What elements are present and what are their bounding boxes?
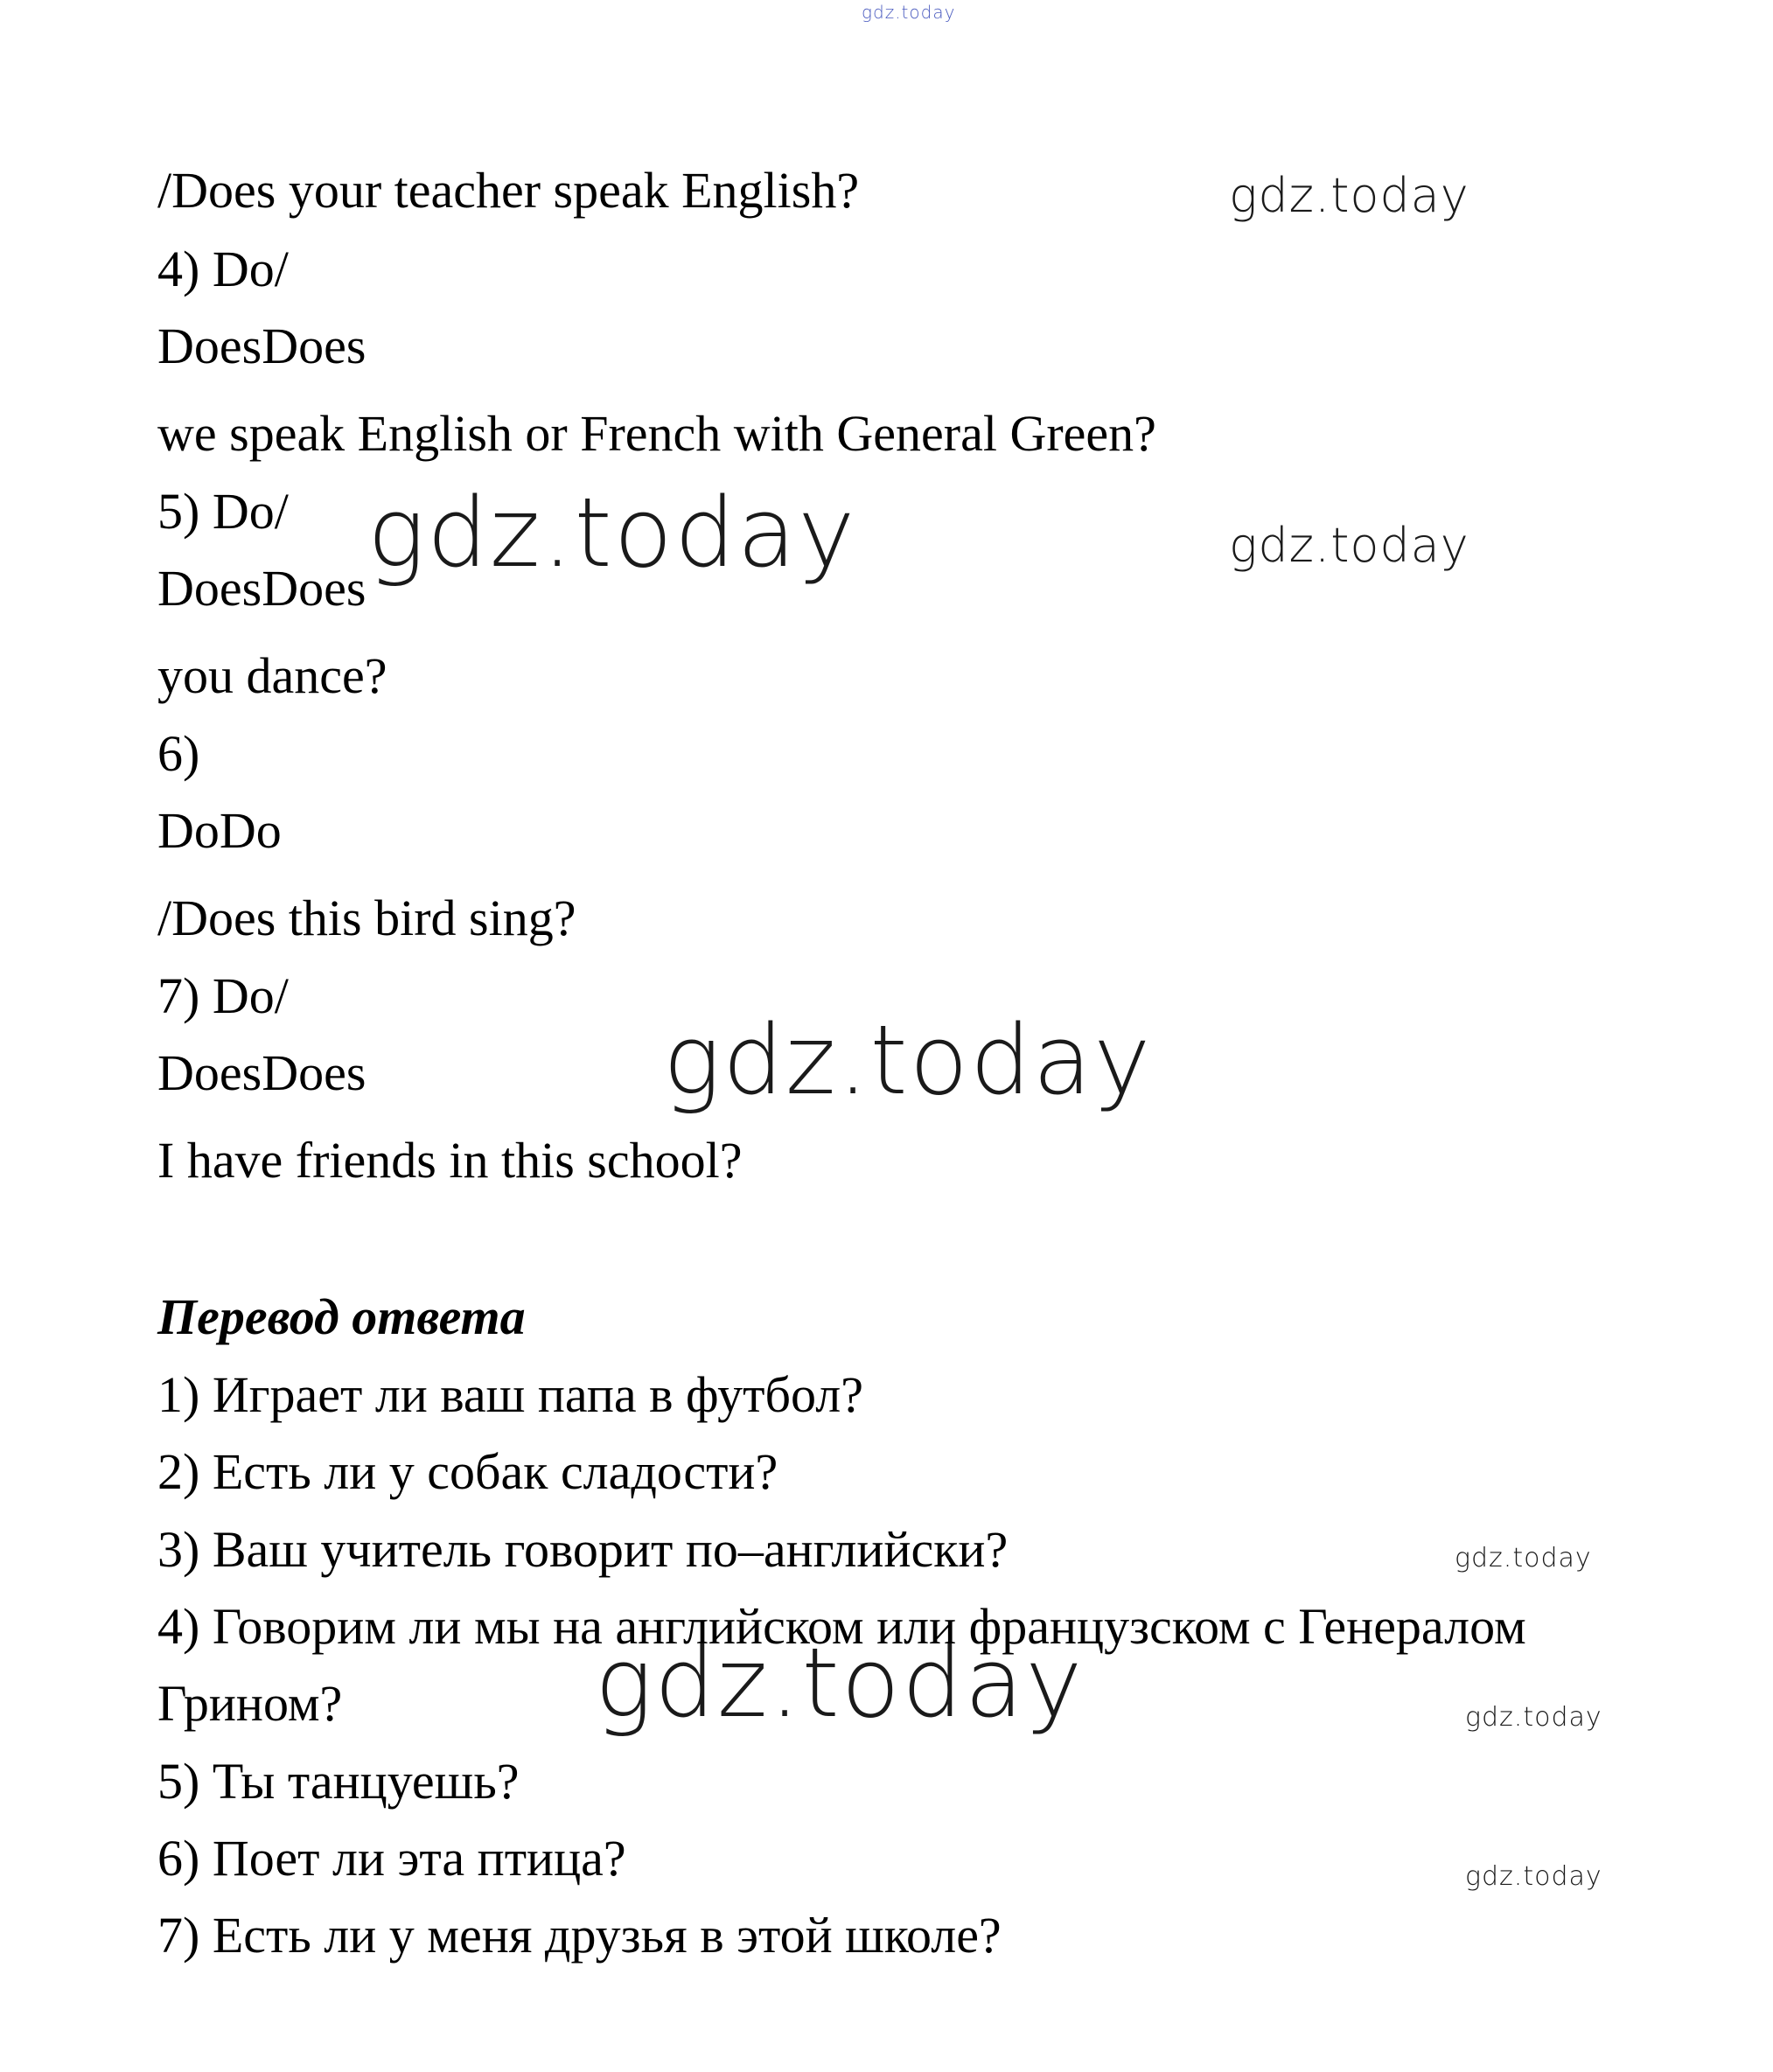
- watermark-top: gdz.today: [862, 2, 956, 23]
- watermark-large-2: gdz.today: [663, 1004, 1153, 1116]
- watermark-right-2: gdz.today: [1229, 518, 1469, 573]
- answer-line-10: /Does this bird sing?: [157, 889, 576, 946]
- answer-line-1: /Does your teacher speak English?: [157, 162, 860, 219]
- translation-line-7: 6) Поет ли эта птица?: [157, 1830, 626, 1887]
- watermark-large-3: gdz.today: [595, 1627, 1085, 1739]
- translation-heading: Перевод ответа: [157, 1288, 526, 1345]
- translation-line-6: 5) Ты танцуешь?: [157, 1753, 520, 1810]
- answer-line-6: DoesDoes: [157, 560, 366, 617]
- answer-line-7: you dance?: [157, 647, 387, 704]
- answer-line-8: 6): [157, 725, 200, 782]
- watermark-right-1: gdz.today: [1229, 168, 1469, 223]
- watermark-small-2: gdz.today: [1465, 1702, 1602, 1733]
- answer-line-4: we speak English or French with General Green?: [157, 405, 1156, 462]
- translation-line-8: 7) Есть ли у меня друзья в этой школе?: [157, 1907, 1002, 1964]
- answer-line-5: 5) Do/: [157, 483, 289, 540]
- answer-line-2: 4) Do/: [157, 241, 289, 297]
- answer-line-13: I have friends in this school?: [157, 1132, 743, 1189]
- watermark-large-1: gdz.today: [367, 477, 857, 589]
- translation-line-1: 1) Играет ли ваш папа в футбол?: [157, 1366, 863, 1423]
- answer-line-9: DoDo: [157, 802, 282, 859]
- watermark-small-3: gdz.today: [1465, 1861, 1602, 1892]
- translation-line-5: Грином?: [157, 1675, 343, 1732]
- translation-line-2: 2) Есть ли у собак сладости?: [157, 1443, 778, 1500]
- answer-line-12: DoesDoes: [157, 1044, 366, 1101]
- translation-line-3: 3) Ваш учитель говорит по–английски?: [157, 1521, 1009, 1578]
- translation-line-4: 4) Говорим ли мы на английском или французском с Генералом: [157, 1598, 1526, 1655]
- watermark-small-1: gdz.today: [1455, 1543, 1592, 1573]
- answer-line-3: DoesDoes: [157, 317, 366, 374]
- answer-line-11: 7) Do/: [157, 967, 289, 1024]
